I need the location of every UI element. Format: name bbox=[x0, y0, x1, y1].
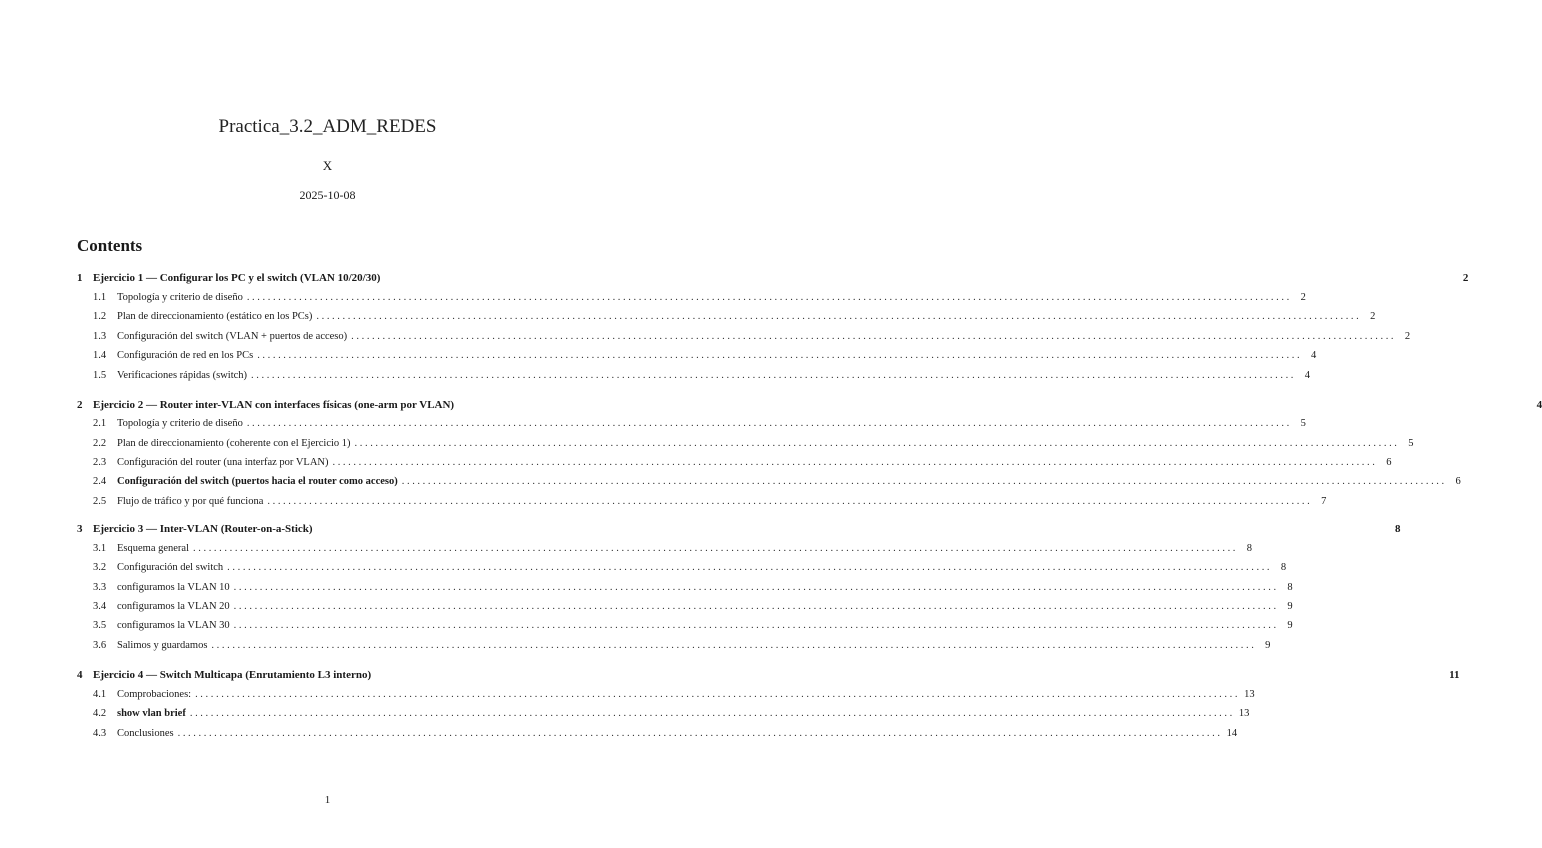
toc-entry-page: 4 bbox=[1310, 350, 1317, 361]
toc-entry-page: 13 bbox=[1244, 689, 1255, 700]
toc-subsection-entry[interactable] bbox=[77, 329, 1411, 345]
toc-entry-page: 7 bbox=[1321, 496, 1327, 507]
toc-section-entry[interactable] bbox=[77, 667, 1460, 683]
toc-entry-number: 2.2 bbox=[93, 438, 107, 449]
toc-dot-leader: ........................................................................................................................................................................................................ bbox=[177, 728, 1223, 739]
toc-entry-label: Topología y criterio de diseño bbox=[117, 292, 243, 303]
toc-dot-leader: ........................................................................................................................................................................................................ bbox=[251, 370, 1297, 381]
contents-heading: Contents bbox=[77, 236, 143, 255]
toc-entry-page: 2 bbox=[1404, 331, 1411, 342]
toc-subsection-entry[interactable] bbox=[77, 290, 1306, 306]
toc-entry-number: 1.2 bbox=[93, 311, 107, 322]
toc-entry-label: Configuración de red en los PCs bbox=[117, 350, 254, 361]
toc-entry-page: 8 bbox=[1280, 562, 1287, 573]
toc-entry-number: 2.4 bbox=[93, 476, 107, 487]
toc-entry-label: Plan de direccionamiento (estático en los PCs) bbox=[117, 311, 313, 322]
toc-entry-page: 14 bbox=[1226, 728, 1238, 739]
toc-entry-page: 9 bbox=[1265, 640, 1271, 651]
toc-entry-label: configuramos la VLAN 10 bbox=[117, 582, 230, 593]
toc-entry-number: 4.2 bbox=[93, 708, 107, 719]
toc-dot-leader: ........................................................................................................................................................................................................ bbox=[211, 640, 1257, 651]
toc-entry-page: 8 bbox=[1246, 543, 1253, 554]
page-number: 1 bbox=[324, 794, 331, 806]
toc-entry-label: Ejercicio 2 — Router inter-VLAN con interfaces físicas (one-arm por VLAN) bbox=[93, 399, 455, 411]
toc-dot-leader: ........................................................................................................................................................................................................ bbox=[193, 543, 1239, 554]
toc-dot-leader: ........................................................................................................................................................................................................ bbox=[233, 620, 1279, 631]
toc-entry-label: show vlan brief bbox=[117, 708, 186, 719]
toc-dot-leader: ........................................................................................................................................................................................................ bbox=[332, 457, 1378, 468]
toc-subsection-entry[interactable] bbox=[77, 726, 1238, 742]
toc-entry-label: Salimos y guardamos bbox=[117, 640, 208, 651]
toc-dot-leader: ........................................................................................................................................................................................................ bbox=[401, 476, 1447, 487]
toc-entry-number: 3.5 bbox=[93, 620, 107, 631]
toc-entry-label: Topología y criterio de diseño bbox=[117, 418, 243, 429]
toc-entry-page: 2 bbox=[1300, 292, 1306, 303]
toc-entry-label: Configuración del switch (puertos hacia el router como acceso) bbox=[117, 476, 398, 487]
toc-subsection-entry[interactable] bbox=[77, 455, 1392, 471]
toc-entry-number: 4 bbox=[77, 669, 83, 681]
toc-dot-leader: ........................................................................................................................................................................................................ bbox=[246, 418, 1292, 429]
toc-subsection-entry[interactable] bbox=[77, 618, 1293, 634]
toc-entry-page: 4 bbox=[1304, 370, 1311, 381]
toc-entry-number: 1.1 bbox=[93, 292, 107, 303]
toc-entry-page: 4 bbox=[1536, 399, 1542, 411]
toc-dot-leader: ........................................................................................................................................................................................................ bbox=[246, 292, 1292, 303]
toc-entry-label: Comprobaciones: bbox=[117, 689, 192, 700]
toc-entry-number: 3.3 bbox=[93, 582, 107, 593]
toc-entry-page: 9 bbox=[1287, 620, 1293, 631]
toc-entry-page: 2 bbox=[1370, 311, 1376, 322]
toc-dot-leader: ........................................................................................................................................................................................................ bbox=[267, 496, 1313, 507]
toc-entry-label: Configuración del switch (VLAN + puertos de acceso) bbox=[117, 331, 348, 342]
toc-entry-label: Ejercicio 4 — Switch Multicapa (Enrutamiento L3 interno) bbox=[93, 669, 372, 681]
toc-entry-label: Flujo de tráfico y por qué funciona bbox=[117, 496, 264, 507]
toc-dot-leader: ........................................................................................................................................................................................................ bbox=[195, 689, 1241, 700]
toc-entry-label: configuramos la VLAN 20 bbox=[117, 601, 230, 612]
toc-subsection-entry[interactable] bbox=[77, 599, 1293, 615]
document-author: X bbox=[322, 158, 333, 173]
toc-entry-number: 1.3 bbox=[93, 331, 107, 342]
toc-entry-page: 6 bbox=[1386, 457, 1392, 468]
toc-entry-page: 8 bbox=[1287, 582, 1293, 593]
toc-entry-page: 8 bbox=[1395, 523, 1401, 535]
toc-entry-number: 2.1 bbox=[93, 418, 107, 429]
toc-subsection-entry[interactable] bbox=[77, 638, 1271, 654]
toc-dot-leader: ........................................................................................................................................................................................................ bbox=[233, 601, 1279, 612]
toc-entry-label: Conclusiones bbox=[117, 728, 174, 739]
toc-subsection-entry[interactable] bbox=[77, 560, 1287, 576]
toc-dot-leader: ........................................................................................................................................................................................................ bbox=[227, 562, 1273, 573]
toc-entry-page: 13 bbox=[1238, 708, 1250, 719]
toc-entry-number: 2.3 bbox=[93, 457, 107, 468]
toc-subsection-entry[interactable] bbox=[77, 309, 1376, 325]
toc-entry-number: 4.3 bbox=[93, 728, 107, 739]
toc-entry-page: 5 bbox=[1408, 438, 1414, 449]
toc-dot-leader: ........................................................................................................................................................................................................ bbox=[316, 311, 1362, 322]
toc-subsection-entry[interactable] bbox=[77, 416, 1306, 432]
toc-entry-label: Verificaciones rápidas (switch) bbox=[117, 370, 248, 381]
toc-entry-number: 2 bbox=[77, 399, 83, 411]
toc-dot-leader: ........................................................................................................................................................................................................ bbox=[189, 708, 1235, 719]
toc-entry-page: 11 bbox=[1449, 669, 1460, 681]
toc-entry-number: 1.4 bbox=[93, 350, 107, 361]
toc-entry-label: Configuración del switch bbox=[117, 562, 224, 573]
toc-dot-leader: ........................................................................................................................................................................................................ bbox=[257, 350, 1303, 361]
toc-subsection-entry[interactable] bbox=[77, 580, 1293, 596]
toc-entry-label: Ejercicio 1 — Configurar los PC y el switch (VLAN 10/20/30) bbox=[93, 272, 381, 284]
toc-subsection-entry[interactable] bbox=[77, 541, 1253, 557]
toc-dot-leader: ........................................................................................................................................................................................................ bbox=[233, 582, 1279, 593]
toc-subsection-entry[interactable] bbox=[77, 687, 1255, 703]
toc-entry-label: Esquema general bbox=[117, 543, 190, 554]
document-title: Practica_3.2_ADM_REDES bbox=[218, 116, 437, 137]
toc-entry-number: 1 bbox=[77, 272, 83, 284]
toc-dot-leader: ........................................................................................................................................................................................................ bbox=[354, 438, 1400, 449]
toc-section-entry[interactable] bbox=[77, 270, 1469, 286]
toc-dot-leader: ........................................................................................................................................................................................................ bbox=[351, 331, 1397, 342]
toc-subsection-entry[interactable] bbox=[77, 706, 1250, 722]
toc-entry-number: 1.5 bbox=[93, 370, 107, 381]
toc-entry-label: Plan de direccionamiento (coherente con el Ejercicio 1) bbox=[117, 438, 351, 449]
toc-entry-page: 2 bbox=[1462, 272, 1469, 284]
toc-subsection-entry[interactable] bbox=[77, 436, 1414, 452]
toc-subsection-entry[interactable] bbox=[77, 348, 1317, 364]
toc-section-entry[interactable] bbox=[77, 521, 1401, 537]
toc-entry-number: 3.6 bbox=[93, 640, 107, 651]
toc-entry-label: Configuración del router (una interfaz por VLAN) bbox=[117, 457, 329, 468]
toc-subsection-entry[interactable] bbox=[77, 474, 1461, 490]
toc-subsection-entry[interactable] bbox=[77, 494, 1327, 510]
toc-entry-page: 9 bbox=[1287, 601, 1293, 612]
toc-entry-label: Ejercicio 3 — Inter-VLAN (Router-on-a-Stick) bbox=[93, 523, 313, 535]
toc-section-entry[interactable] bbox=[77, 397, 1542, 413]
toc-entry-number: 3.4 bbox=[93, 601, 107, 612]
document-date: 2025-10-08 bbox=[299, 188, 356, 202]
toc-entry-number: 3 bbox=[77, 523, 83, 535]
toc-entry-number: 2.5 bbox=[93, 496, 107, 507]
toc-entry-label: configuramos la VLAN 30 bbox=[117, 620, 230, 631]
toc-entry-number: 4.1 bbox=[93, 689, 107, 700]
toc-entry-page: 5 bbox=[1300, 418, 1306, 429]
toc-entry-number: 3.2 bbox=[93, 562, 107, 573]
toc-entry-number: 3.1 bbox=[93, 543, 107, 554]
toc-subsection-entry[interactable] bbox=[77, 368, 1311, 384]
toc-entry-page: 6 bbox=[1455, 476, 1461, 487]
